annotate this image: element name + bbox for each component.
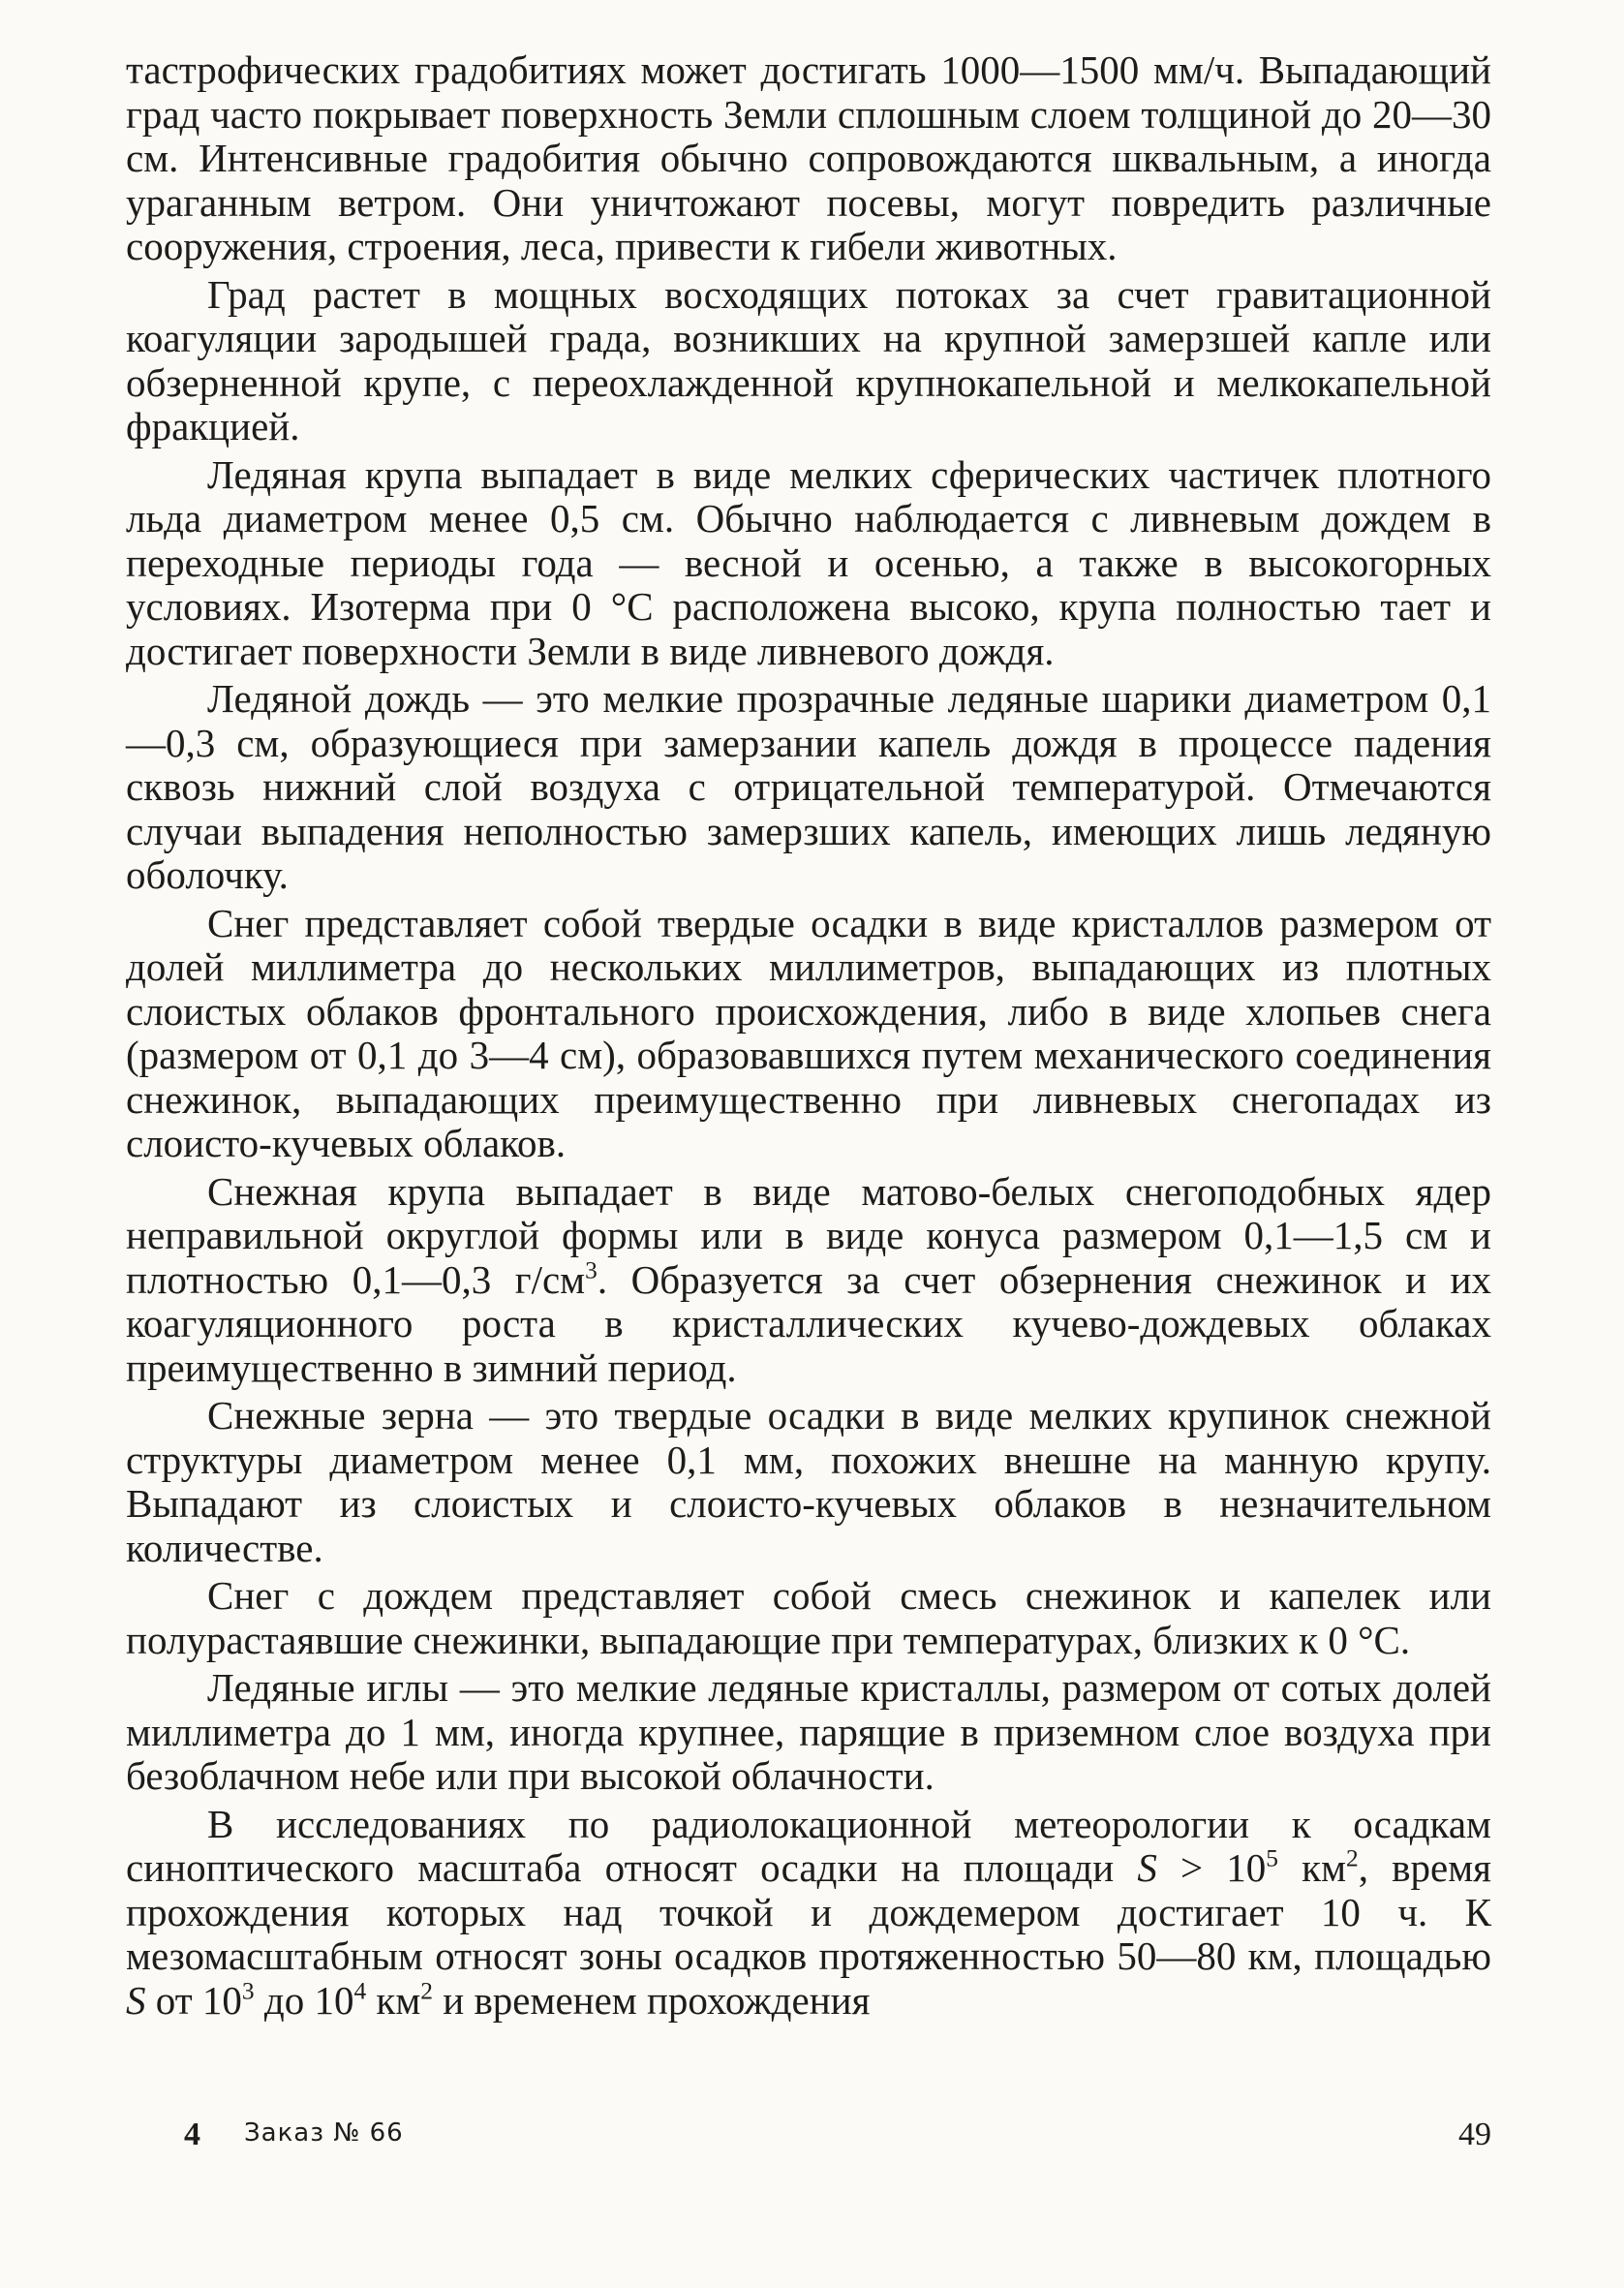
text-run: Снег с дождем представляет собой смесь снежинок и капелек или полурастаявшие снежинки, выпадающие при температурах, близких к 0 °C. xyxy=(126,1573,1491,1662)
signature-text: Заказ № 66 xyxy=(244,2118,404,2148)
text-run: от 10 xyxy=(145,1977,242,2023)
page-number: 49 xyxy=(1458,2117,1491,2152)
text-run: до 10 xyxy=(254,1977,354,2023)
text-run: Ледяной дождь — это мелкие прозрачные ледяные шарики диаметром 0,1—0,3 см, образующиеся при замерзании капель дождя в процессе падения сквозь нижний слой воздуха с отрицательной температурой. Отмечаются случаи выпадения неполностью замерзших капель, имеющих лишь ледяную оболочку. xyxy=(126,676,1491,897)
text-run: Снежные зерна — это твердые осадки в виде мелких крупинок снежной структуры диаметром менее 0,1 мм, похожих внешне на манную крупу. Выпадают из слоистых и слоисто-кучевых облаков в незначительном количестве. xyxy=(126,1393,1491,1570)
text-run: . Образуется за счет обзернения снежинок и их коагуляционного роста в кристаллических кучево-дождевых облаках преимущественно в зимний период. xyxy=(126,1256,1491,1390)
paragraph xyxy=(126,1574,1491,1662)
superscript: 5 xyxy=(1266,1844,1278,1872)
text-run: км xyxy=(366,1977,421,2023)
text-run: км xyxy=(1278,1845,1347,1890)
paragraph xyxy=(126,48,1491,269)
superscript: 4 xyxy=(353,1976,367,2004)
text-run: В исследованиях по радиолокационной метеорологии к осадкам синоптического масштаба относят осадки на площади xyxy=(126,1801,1491,1890)
italic-symbol: S xyxy=(126,1977,146,2023)
page-footer xyxy=(184,2117,1491,2155)
signature-number: 4 xyxy=(184,2117,200,2152)
text-run: Град растет в мощных восходящих потоках за счет гравитационной коагуляции зародышей града, возникших на крупной замерзшей капле или обзерненной крупе, с переохлажденной крупнокапельной и мелкокапельной фракцией. xyxy=(126,271,1491,448)
text-run: тастрофических градобитиях может достигать 1000—1500 мм/ч. Выпадающий град часто покрывает поверхность Земли сплошным слоем толщиной до 20—30 см. Интенсивные градобития обычно сопровождаются шквальным, а иногда ураганным ветром. Они уничтожают посевы, могут повредить различные сооружения, строения, леса, привести к гибели животных. xyxy=(126,47,1491,268)
paragraph xyxy=(126,677,1491,898)
text-run: > 10 xyxy=(1156,1845,1267,1890)
superscript: 3 xyxy=(241,1976,255,2004)
superscript: 2 xyxy=(1346,1844,1359,1872)
paragraph xyxy=(126,902,1491,1166)
text-run: Снег представляет собой твердые осадки в виде кристаллов размером от долей миллиметра до нескольких миллиметров, выпадающих из плотных слоистых облаков фронтального происхождения, либо в виде хлопьев снега (размером от 0,1 до 3—4 см), образовавшихся путем механического соединения снежинок, выпадающих преимущественно при ливневых снегопадах из слоисто-кучевых облаков. xyxy=(126,900,1491,1165)
text-run: Ледяные иглы — это мелкие ледяные кристаллы, размером от сотых долей миллиметра до 1 мм, иногда крупнее, парящие в приземном слое воздуха при безоблачном небе или при высокой облачности. xyxy=(126,1665,1491,1798)
text-run: и временем прохождения xyxy=(433,1977,871,2023)
superscript: 3 xyxy=(585,1255,598,1283)
paragraph xyxy=(126,453,1491,674)
paragraph xyxy=(126,273,1491,449)
page-body xyxy=(126,48,1491,2026)
superscript: 2 xyxy=(420,1976,433,2004)
paragraph xyxy=(126,1666,1491,1799)
text-run: , время прохождения которых над точкой и дождемером достигает 10 ч. К мезомасштабным относят зоны осадков протяженностью 50—80 км, площадью xyxy=(126,1845,1491,1978)
paragraph xyxy=(126,1170,1491,1391)
text-run: Снежная крупа выпадает в виде матово-белых снегоподобных ядер неправильной округлой формы или в виде конуса размером 0,1—1,5 см и плотностью 0,1—0,3 г/см xyxy=(126,1168,1491,1302)
italic-symbol: S xyxy=(1137,1845,1157,1890)
text-run: Ледяная крупа выпадает в виде мелких сферических частичек плотного льда диаметром менее 0,5 см. Обычно наблюдается с ливневым дождем в переходные периоды года — весной и осенью, а также в высокогорных условиях. Изотерма при 0 °C расположена высоко, крупа полностью тает и достигает поверхности Земли в виде ливневого дождя. xyxy=(126,451,1491,673)
paragraph xyxy=(126,1803,1491,2024)
paragraph xyxy=(126,1394,1491,1570)
